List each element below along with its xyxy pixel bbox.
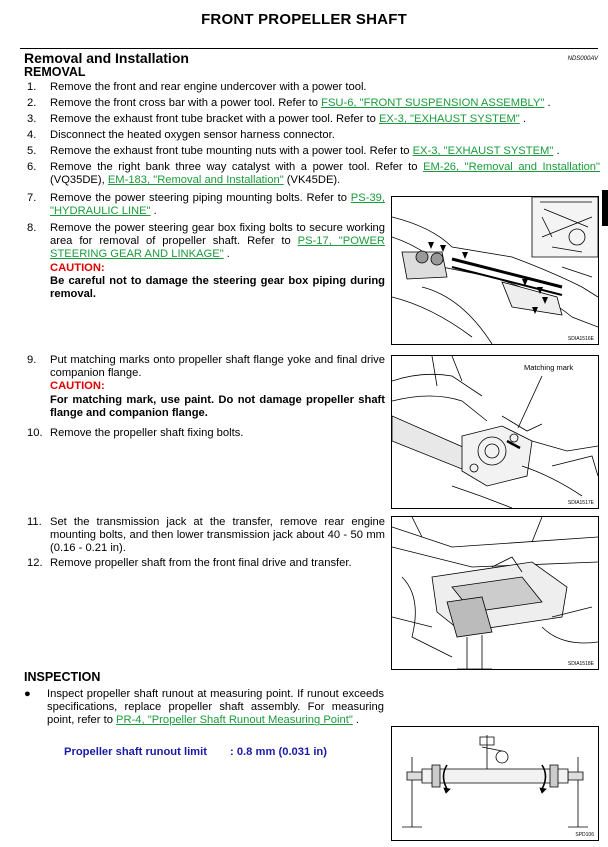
figure-runout-measure (391, 726, 599, 841)
side-tab-marker (602, 190, 608, 226)
bullet: ● (24, 688, 31, 700)
step-text: Remove the front and rear engine undercover with a power tool. (50, 81, 367, 93)
step-text: Disconnect the heated oxygen sensor harness connector. (50, 129, 335, 141)
step-text-mid: (VQ35DE), (50, 174, 108, 187)
step-text: Remove the right bank three way catalyst with a power tool. Refer to (50, 161, 424, 173)
step-number: 6. (27, 161, 37, 173)
figure-steering-gear (391, 196, 599, 345)
figure-transmission-jack (391, 516, 599, 670)
step-3 (27, 113, 587, 127)
caution-label: CAUTION: (50, 380, 105, 393)
page-title: FRONT PROPELLER SHAFT (201, 11, 407, 28)
link-ex-3[interactable]: EX-3, "EXHAUST SYSTEM" (378, 113, 520, 125)
link-em-26[interactable]: EM-26, "Removal and Installation" (423, 161, 600, 173)
step-7 (27, 192, 385, 220)
section-title: Removal and Installation (24, 50, 189, 66)
step-number: 10. (27, 427, 43, 439)
transmission-jack-illustration (392, 517, 598, 669)
step-text-end: . (223, 248, 230, 261)
figure-matching-mark (391, 355, 599, 509)
figure-code: SDIA1518E (567, 661, 594, 667)
step-number: 4. (27, 129, 37, 141)
step-text: Remove the power steering piping mounting bolts. Refer to (50, 192, 351, 204)
step-number: 3. (27, 113, 37, 125)
step-1 (27, 81, 587, 95)
step-text-end: . (519, 113, 526, 125)
step-2 (27, 97, 587, 111)
step-number: 1. (27, 81, 37, 93)
step-11 (27, 516, 385, 558)
step-10 (27, 427, 385, 441)
step-9 (27, 354, 385, 429)
link-ex-3-b[interactable]: EX-3, "EXHAUST SYSTEM" (412, 145, 554, 157)
caution-label: CAUTION: (50, 261, 105, 274)
step-8 (27, 222, 385, 312)
step-text: Remove the exhaust front tube mounting nuts with a power tool. Refer to (50, 145, 413, 157)
step-text: Remove propeller shaft from the front final drive and transfer. (50, 557, 352, 569)
link-ps-39[interactable]: PS-39, "HYDRAULIC LINE" (50, 192, 385, 218)
caution-text: For matching mark, use paint. Do not damage propeller shaft flange and companion flange. (50, 393, 385, 419)
figure-code: SDIA1517E (567, 500, 594, 506)
step-text: Remove the exhaust front tube bracket with a power tool. Refer to (50, 113, 379, 125)
step-number: 5. (27, 145, 37, 157)
step-text: Set the transmission jack at the transfer, remove rear engine mounting bolts, and then lower transmission jack about 40 - 50 mm (0.16 - 0.21 in). (50, 516, 385, 555)
inspection-text-end: . (352, 714, 360, 727)
step-number: 9. (27, 354, 37, 366)
matching-mark-illustration (392, 356, 598, 508)
inspection-heading: INSPECTION (24, 670, 101, 684)
figure-code: SDIA1516E (567, 336, 594, 342)
step-text: Remove the power steering gear box fixing bolts to secure working area for removal of propeller shaft. Refer to (50, 222, 385, 248)
runout-measure-illustration (392, 727, 598, 840)
step-text: Remove the propeller shaft fixing bolts. (50, 427, 244, 439)
matching-mark-label: Matching mark (524, 363, 574, 372)
step-5 (27, 145, 597, 159)
header-rule (20, 48, 598, 49)
step-number: 7. (27, 192, 37, 204)
spec-label: Propeller shaft runout limit (64, 746, 207, 758)
step-12 (27, 557, 385, 571)
figure-code: SPD106 (575, 832, 594, 838)
link-ps-17[interactable]: PS-17, "POWER STEERING GEAR AND LINKAGE" (50, 235, 386, 261)
step-text: Put matching marks onto propeller shaft flange yoke and final drive companion flange. (50, 354, 385, 380)
inspection-text: Inspect propeller shaft runout at measuring point. If runout exceeds specifications, replace propeller shaft assembly. For measuring point, refer to (47, 688, 384, 727)
step-text-end: . (150, 205, 157, 218)
link-fsu-6[interactable]: FSU-6, "FRONT SUSPENSION ASSEMBLY" (321, 97, 545, 109)
removal-heading: REMOVAL (24, 65, 86, 79)
step-text-end: . (544, 97, 551, 109)
step-text: Remove the front cross bar with a power tool. Refer to (50, 97, 322, 109)
link-pr-4[interactable]: PR-4, "Propeller Shaft Runout Measuring Point" (116, 714, 353, 727)
step-number: 11. (27, 516, 42, 528)
step-text-end: . (553, 145, 560, 157)
inspection-item (24, 688, 384, 744)
step-6 (27, 161, 599, 189)
step-number: 12. (27, 557, 43, 569)
spec-value: : 0.8 mm (0.031 in) (230, 746, 327, 758)
doc-code: NDS000AV (567, 56, 598, 62)
step-number: 8. (27, 222, 37, 234)
steering-gear-illustration (392, 197, 598, 344)
link-em-183[interactable]: EM-183, "Removal and Installation" (107, 174, 284, 187)
caution-text: Be careful not to damage the steering gear box piping during removal. (50, 274, 385, 301)
step-text-end: (VK45DE). (283, 174, 341, 187)
step-4 (27, 129, 587, 143)
step-number: 2. (27, 97, 37, 109)
